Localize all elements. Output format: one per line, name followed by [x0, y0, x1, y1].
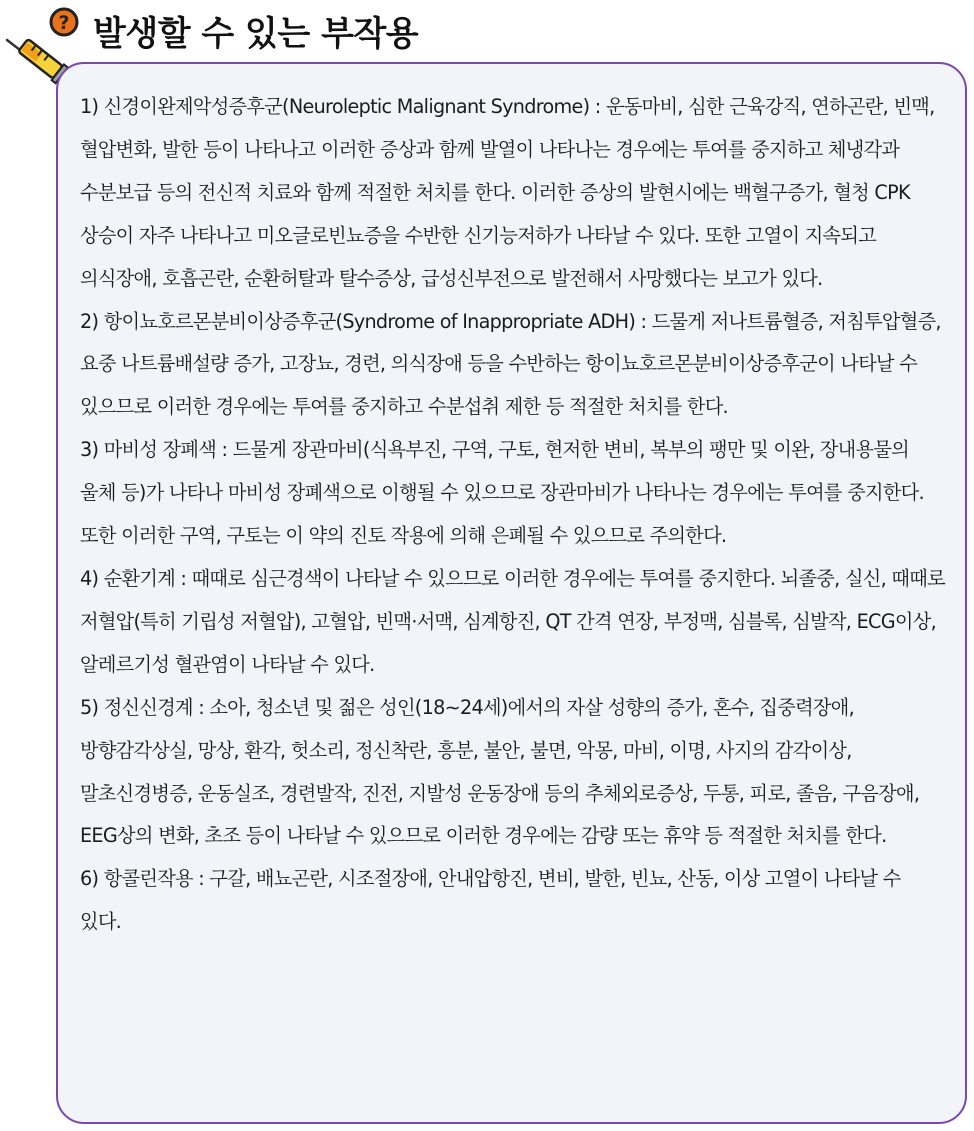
side-effect-item-5: 5) 정신신경계 : 소아, 청소년 및 젊은 성인(18∼24세)에서의 자살 성향의 증가, 혼수, 집중력장애, 방향감각상실, 망상, 환각, 헛소리, 정신착란, 흥분, 불안, 불면, 악몽, 마비, 이명, 사지의 감각이상, 말초신경병증, 운동실조, 경련발작, 진전, 지발성 운동장애 등의 추체외로증상, 두통, 피로, 졸음, 구음장애, EEG상의 변화, 초조 등이 나타날 수 있으므로 이러한 경우에는 감량 또는 휴약 등 적절한 처치를 한다.	[80, 695, 920, 848]
side-effect-item-6: 6) 항콜린작용 : 구갈, 배뇨곤란, 시조절장애, 안내압항진, 변비, 발한, 빈뇨, 산동, 이상 고열이 나타날 수 있다.	[80, 867, 901, 934]
side-effect-item-2: 2) 항이뇨호르몬분비이상증후군(Syndrome of Inappropriate ADH) : 드물게 저나트륨혈증, 저침투압혈증, 요중 나트륨배설량 증가, 고장뇨, 경련, 의식장애 등을 수반하는 항이뇨호르몬분비이상증후군이 나타날 수 있으므로 이러한 경우에는 투여를 중지하고 수분섭취 제한 등 적절한 처치를 한다.	[80, 309, 941, 419]
svg-text:?: ?	[58, 12, 70, 34]
side-effect-item-4: 4) 순환기계 : 때때로 심근경색이 나타날 수 있으므로 이러한 경우에는 투여를 중지한다. 뇌졸중, 실신, 때때로 저혈압(특히 기립성 저혈압), 고혈압, 빈맥·서맥, 심계항진, QT 간격 연장, 부정맥, 심블록, 심발작, ECG이상, 알레르기성 혈관염이 나타날 수 있다.	[80, 566, 945, 676]
side-effect-item-3: 3) 마비성 장폐색 : 드물게 장관마비(식욕부진, 구역, 구토, 현저한 변비, 복부의 팽만 및 이완, 장내용물의 울체 등)가 나타나 마비성 장폐색으로 이행될 수 있으므로 장관마비가 나타나는 경우에는 투여를 중지한다. 또한 이러한 구역, 구토는 이 약의 진토 작용에 의해 은폐될 수 있으므로 주의한다.	[80, 438, 924, 548]
side-effect-item-1: 1) 신경이완제악성증후군(Neuroleptic Malignant Syndrome) : 운동마비, 심한 근육강직, 연하곤란, 빈맥, 혈압변화, 발한 등이 나타나고 이러한 증상과 함께 발열이 나타나는 경우에는 투여를 중지하고 체냉각과 수분보급 등의 전신적 치료와 함께 적절한 처치를 한다. 이러한 증상의 발현시에는 백혈구증가, 혈청 CPK 상승이 자주 나타나고 미오글로빈뇨증을 수반한 신기능저하가 나타날 수 있다. 또한 고열이 지속되고 의식장애, 호흡곤란, 순환허탈과 탈수증상, 급성신부전으로 발전해서 사망했다는 보고가 있다.	[80, 95, 935, 290]
side-effects-panel	[56, 62, 967, 1124]
page-title: 발생할 수 있는 부작용	[93, 14, 419, 54]
